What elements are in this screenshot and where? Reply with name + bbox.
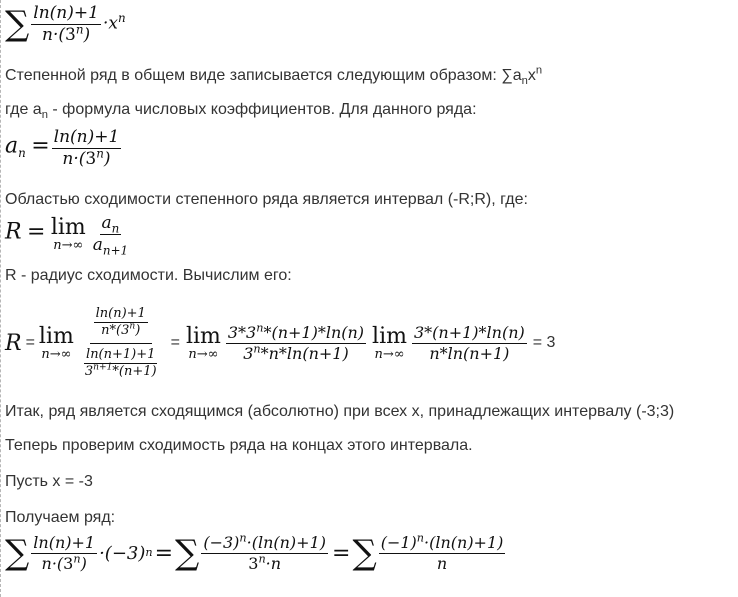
sum-symbol: ∑ [352, 533, 377, 574]
text-check-ends: Теперь проверим сходимость ряда на концах этого интервала. [5, 437, 473, 454]
sum-symbol: ∑ [5, 4, 30, 45]
text-interval: Областью сходимости степенного ряда является интервал (-R;R), где: [5, 191, 528, 208]
coefficient-formula: $a_n$ = $\frac{\ln(n)+1}{n\cdot(3^n)}$ [5, 127, 120, 169]
endpoint-series-formula: ∑ $\frac{\ln(n)+1}{n\cdot(3^n)}$ ·(−3) n = ∑ $\frac{(-3)^n\cdot(\ln(n)+1)}{3^n\cdot n}$ = ∑ $\frac{(-1)^n\cdot(\ln(n)+1)}{n}$ [5, 531, 504, 574]
series-formula: ∑ $\frac{\ln(n)+1}{n\cdot(3^n)}$ $\cdot x^n$ [5, 3, 126, 45]
radius-formula: R = lim n→∞ $\frac{a_n}{a_{n+1}}$ [5, 213, 129, 258]
text-coefficient: где $a_n$ - формула числовых коэффициентов. Для данного ряда: [5, 101, 477, 122]
sum-symbol: ∑ [5, 533, 30, 574]
sum-symbol: ∑ [175, 533, 200, 574]
text-conclusion: Итак, ряд является сходящимся (абсолютно) при всех x, принадлежащих интервалу (-3;3) [5, 403, 675, 420]
text-let-x: Пусть x = -3 [5, 473, 93, 490]
text-get-series: Получаем ряд: [5, 509, 116, 526]
radius-computation: R = lim n→∞ $\frac{\frac{\ln(n)+1}{n*(3^n)}}{\frac{\ln(n+1)+1}{3^{n+1}*(n+1)}}$ = lim n→∞ $\frac{3*3^n*(n+1)*\ln(n)}{3^n*n*\ln(n+1)}$ lim n→∞ $\frac{3*(n+1)*\ln(n)}{n*\ln(n+1)}$ = 3 [5, 305, 556, 379]
text-radius: R - радиус сходимости. Вычислим его: [5, 267, 292, 284]
text-general-form: Степенной ряд в общем виде записывается следующим образом: $\sum a_nx^n$ [5, 64, 543, 88]
